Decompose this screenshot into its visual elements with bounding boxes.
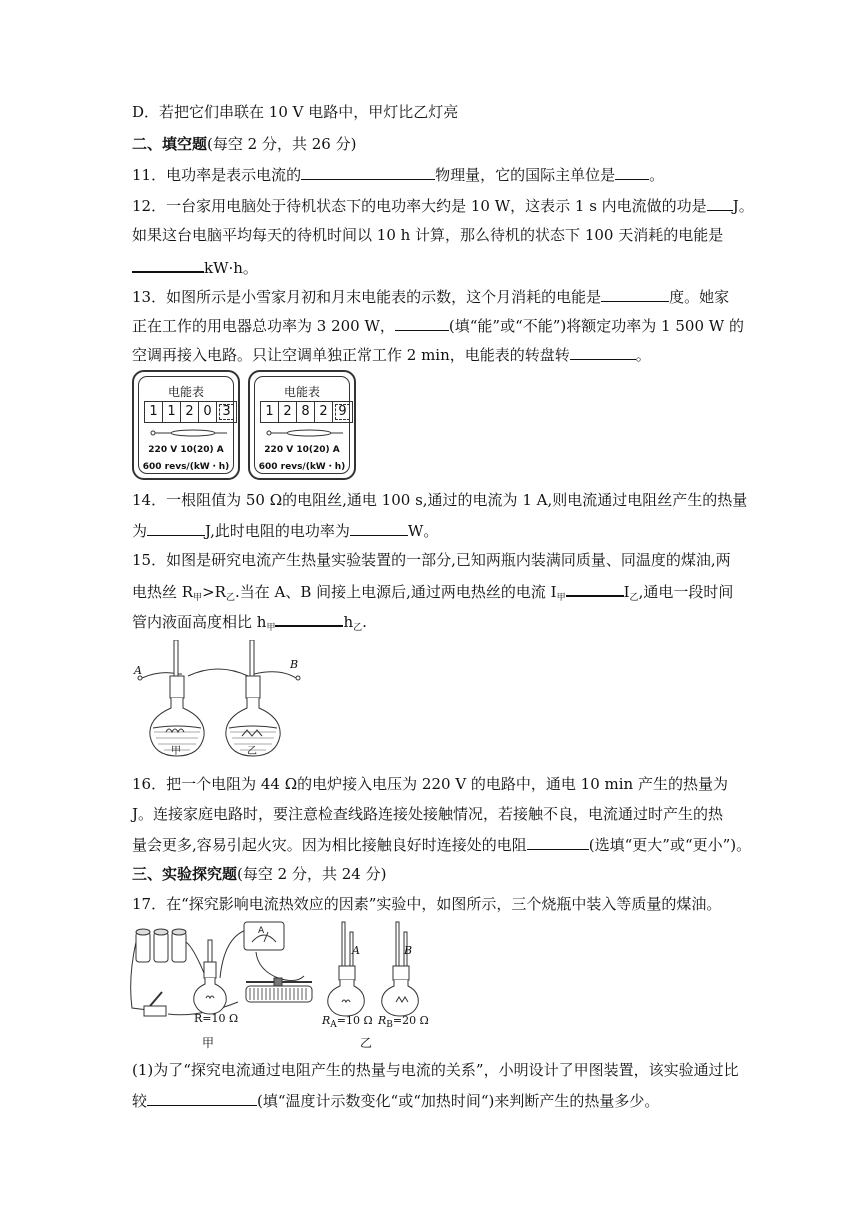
q16-text-2: J。连接家庭电路时，要注意检查线路连接处接触情况，若接触不良，电流通过时产生的热	[132, 805, 724, 823]
question-11	[132, 164, 664, 185]
terminal-a-label: A	[134, 664, 142, 677]
section-title: 二、填空题	[132, 135, 208, 153]
resistor-value: =20 Ω	[392, 1014, 429, 1027]
meter-digit: 2	[181, 402, 199, 422]
figure-caption-left: 甲	[202, 1036, 215, 1050]
meter-digits	[144, 401, 237, 423]
question-12-cont	[132, 225, 723, 245]
q15-text-7: 管内液面高度相比 h	[132, 613, 267, 631]
question-13-cont	[132, 315, 744, 336]
q13-text-6: 。	[635, 346, 651, 364]
q13-text-3: 正在工作的用电器总功率为 3 200 W，	[132, 317, 395, 335]
meter-digit: 1	[163, 402, 181, 422]
q12-text-2: J。	[732, 197, 754, 215]
flask-a-label: A	[352, 944, 360, 957]
q14-text-2: 为	[132, 522, 148, 540]
answer-blank[interactable]	[132, 256, 204, 273]
subscript: 甲	[556, 593, 566, 603]
meter-digits	[260, 401, 353, 423]
q13-text-2: 度。她家	[669, 288, 730, 306]
resistor-b-label	[378, 1014, 429, 1030]
q13-text-1: 13．如图所示是小雪家月初和月末电能表的示数，这个月消耗的电能是	[132, 288, 602, 306]
meter-title: 电能表	[167, 385, 204, 399]
meter-digit: 2	[315, 402, 333, 422]
q11-text-3: 。	[649, 166, 665, 184]
q11-text-1: 11．电功率是表示电流的	[132, 166, 302, 184]
meter-spec: 220 V 10(20) A	[264, 445, 340, 455]
subscript: A	[330, 1020, 337, 1030]
q17-text-1: 17．在“探究影响电流热效应的因素”实验中，如图所示，三个烧瓶中装入等质量的煤油。	[132, 895, 722, 913]
energy-meter-end	[248, 370, 356, 480]
question-14	[132, 490, 747, 510]
q15-text-2: 电热丝 R	[132, 583, 194, 601]
q13-text-5: 空调再接入电路。只让空调单独正常工作 2 min，电能表的转盘转	[132, 346, 570, 364]
option-d	[132, 102, 458, 122]
q13-text-4: (填“能”或“不能”)将额定功率为 1 500 W 的	[448, 317, 744, 335]
question-17-part1-cont	[132, 1090, 659, 1111]
meter-spec: 600 revs/(kW・h)	[258, 462, 346, 472]
question-17	[132, 894, 721, 914]
subscript: B	[386, 1020, 393, 1030]
meter-digit: 1	[261, 402, 279, 422]
q14-text-3: J,此时电阻的电功率为	[205, 522, 350, 540]
answer-blank[interactable]	[275, 610, 343, 627]
meter-spec: 600 revs/(kW・h)	[142, 462, 230, 472]
terminal-b-label: B	[290, 658, 299, 671]
question-15-cont2	[132, 610, 367, 638]
section-title: 三、实验探究题	[132, 865, 238, 883]
ammeter-label: A	[258, 926, 265, 936]
meter-spec: 220 V 10(20) A	[148, 445, 224, 455]
section-experiment-heading	[132, 864, 386, 884]
meter-digit-decimal: 3	[219, 404, 234, 420]
q17-text-4: (填“温度计示数变化“或“加热时间“)来判断产生的热量多少。	[257, 1092, 660, 1110]
meter-digit: 8	[297, 402, 315, 422]
q17-text-3: 较	[132, 1092, 148, 1110]
figure-caption-right: 乙	[360, 1036, 373, 1050]
meter-disc-icon	[149, 427, 229, 439]
section-note: (每空 2 分，共 24 分)	[237, 865, 387, 883]
q11-text-2: 物理量，它的国际主单位是	[435, 166, 616, 184]
answer-blank[interactable]	[527, 834, 589, 850]
answer-blank[interactable]	[147, 1090, 257, 1106]
question-15-cont	[132, 580, 733, 608]
q14-text-4: W。	[407, 522, 439, 540]
resistor-symbol: R	[378, 1014, 387, 1027]
answer-blank[interactable]	[615, 164, 649, 180]
option-d-text: D．若把它们串联在 10 V 电路中，甲灯比乙灯亮	[132, 103, 459, 121]
question-16-cont2	[132, 834, 751, 855]
subscript: 乙	[225, 593, 235, 603]
section-note: (每空 2 分，共 26 分)	[207, 135, 357, 153]
q14-text-1: 14．一根阻值为 50 Ω的电阻丝,通电 100 s,通过的电流为 1 A,则电流通过电阻丝产生的热量	[132, 491, 748, 509]
flask-b-label: B	[404, 944, 413, 957]
resistor-value: =10 Ω	[336, 1014, 373, 1027]
q16-text-3: 量会更多,容易引起火灾。因为相比接触良好时连接处的电阻	[132, 836, 527, 854]
question-13	[132, 286, 729, 307]
answer-blank[interactable]	[301, 164, 435, 180]
answer-blank[interactable]	[570, 344, 636, 360]
resistor-a-label	[322, 1014, 373, 1030]
resistor-symbol: R	[322, 1014, 331, 1027]
meter-disc-icon	[265, 427, 345, 439]
flask-label: 乙	[247, 746, 257, 757]
meter-frame	[254, 376, 350, 474]
q15-text-6: ,通电一段时间	[638, 583, 734, 601]
q12-text-1: 12．一台家用电脑处于待机状态下的电功率大约是 10 W，这表示 1 s 内电流做的功是	[132, 197, 707, 215]
energy-meter-start	[132, 370, 240, 480]
question-12	[132, 195, 754, 216]
meter-frame	[138, 376, 234, 474]
heating-flasks-figure	[130, 640, 310, 760]
answer-blank[interactable]	[601, 286, 669, 302]
meter-digit-decimal: 9	[335, 404, 350, 420]
q17-text-2: (1)为了“探究电流通过电阻产生的热量与电流的关系”，小明设计了甲图装置，该实验通过比	[132, 1061, 739, 1079]
meter-digit: 0	[199, 402, 217, 422]
answer-blank[interactable]	[147, 520, 205, 536]
meter-title: 电能表	[283, 385, 320, 399]
answer-blank[interactable]	[707, 195, 733, 211]
question-15	[132, 550, 731, 570]
subscript: 乙	[353, 623, 363, 633]
q15-text-8: h	[343, 613, 354, 631]
question-13-cont2	[132, 344, 651, 365]
flask-label: 甲	[171, 746, 181, 757]
question-12-answer	[132, 256, 258, 278]
question-16	[132, 774, 728, 794]
q16-text-1: 16．把一个电阻为 44 Ω的电炉接入电压为 220 V 的电路中，通电 10 min 产生的热量为	[132, 775, 728, 793]
meter-digit: 1	[145, 402, 163, 422]
answer-blank[interactable]	[350, 520, 408, 536]
question-14-cont	[132, 520, 438, 541]
section-fill-heading	[132, 134, 356, 154]
q15-text-1: 15．如图是研究电流产生热量实验装置的一部分,已知两瓶内装满同质量、同温度的煤油,两	[132, 551, 731, 569]
q12-text-4: kW·h。	[204, 259, 258, 277]
q12-text-3: 如果这台电脑平均每天的待机时间以 10 h 计算，那么待机的状态下 100 天消耗的电能是	[132, 226, 724, 244]
q15-text-4: .当在 A、B 间接上电源后,通过两电热丝的电流 I	[234, 583, 557, 601]
subscript: 甲	[266, 623, 276, 633]
subscript: 甲	[193, 593, 203, 603]
answer-blank[interactable]	[566, 580, 624, 597]
question-17-part1	[132, 1060, 739, 1080]
question-16-cont	[132, 804, 723, 824]
q15-text-5: I	[623, 583, 630, 601]
q16-text-4: (选填“更大”或“更小”)。	[588, 836, 752, 854]
resistor-main-label: R=10 Ω	[194, 1012, 239, 1025]
q15-text-9: .	[362, 613, 367, 631]
subscript: 乙	[629, 593, 639, 603]
q15-text-3: >R	[202, 583, 226, 601]
answer-blank[interactable]	[395, 315, 449, 331]
meter-digit: 2	[279, 402, 297, 422]
